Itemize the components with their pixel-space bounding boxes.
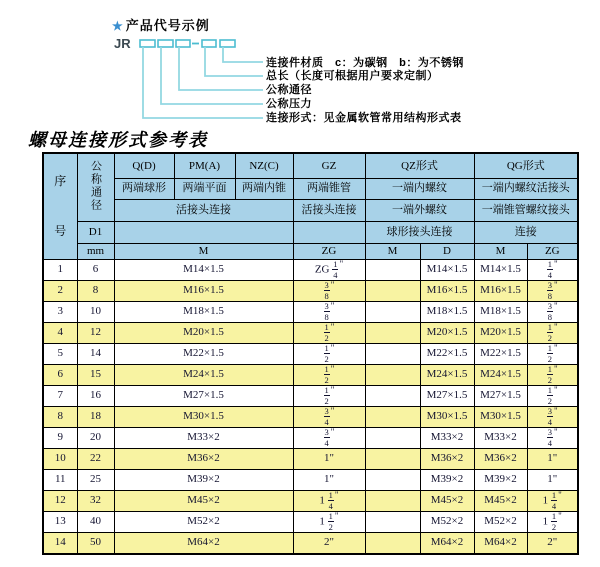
cell-qg-m: M36×2 <box>474 448 527 469</box>
cell-qg-m: M52×2 <box>474 511 527 532</box>
cell-qz-m <box>365 301 420 322</box>
cell-m: M64×2 <box>114 532 293 554</box>
diagram-label: 公称压力 <box>266 98 312 111</box>
cell-qz-m <box>365 532 420 554</box>
cell-qg-m: M64×2 <box>474 532 527 554</box>
fraction: $\frac{3}{8}$ <box>324 280 329 301</box>
diagram-title-text: 产品代号示例 <box>125 18 210 33</box>
cell-qz-d: M18×1.5 <box>420 301 474 322</box>
cell-qz-d: M24×1.5 <box>420 364 474 385</box>
cell-qg-m: M22×1.5 <box>474 343 527 364</box>
cell-seq: 6 <box>43 364 77 385</box>
inch-mark: " <box>554 427 558 437</box>
cell-qz-m <box>365 427 420 448</box>
cell-qg-m: M14×1.5 <box>474 259 527 280</box>
inch-mark: " <box>554 259 558 269</box>
fraction: $\frac{1}{4}$ <box>547 259 553 280</box>
cell-gz: 1" <box>293 448 365 469</box>
inch-mark: " <box>330 343 335 353</box>
fraction: $\frac{3}{4}$ <box>324 406 329 427</box>
cell-seq: 8 <box>43 406 77 427</box>
header-dn-text: 公称通径 <box>89 159 102 212</box>
table-row <box>43 406 578 427</box>
cell-dn: 12 <box>77 322 114 343</box>
fraction: $\frac{3}{4}$ <box>547 406 553 427</box>
inch-mark: " <box>330 385 335 395</box>
empty-cell <box>293 221 365 243</box>
cell-seq: 11 <box>43 469 77 490</box>
table-row <box>43 385 578 406</box>
star-icon: ★ <box>112 19 124 33</box>
header-gz-type: 两端锥管 <box>293 178 365 199</box>
inch-mark: " <box>339 259 344 269</box>
cell-m: M20×1.5 <box>114 322 293 343</box>
cell-qg-m: M24×1.5 <box>474 364 527 385</box>
cell-qg-m: M39×2 <box>474 469 527 490</box>
fraction: $\frac{1}{2}$ <box>547 322 553 343</box>
header-d1: D1 <box>77 221 114 243</box>
inch-mark: " <box>554 364 558 374</box>
cell-m: M14×1.5 <box>114 259 293 280</box>
cell-qz-d: M33×2 <box>420 427 474 448</box>
cell-seq: 5 <box>43 343 77 364</box>
inch-mark: " <box>554 343 558 353</box>
cell-qg-m: M33×2 <box>474 427 527 448</box>
header-qg-type: 一端内螺纹活接头 <box>474 178 578 199</box>
diagram-label: 总长（长度可根据用户要求定制） <box>266 70 439 83</box>
header-gz-code: GZ <box>293 153 365 178</box>
cell-dn: 20 <box>77 427 114 448</box>
cell-qg-zg <box>527 301 578 322</box>
cell-qz-m <box>365 322 420 343</box>
cell-m: M18×1.5 <box>114 301 293 322</box>
header-qg-zg-unit: ZG <box>527 243 578 259</box>
header-qz-code: QZ形式 <box>365 153 474 178</box>
table-row <box>43 427 578 448</box>
cell-qg-zg: 1" <box>527 448 578 469</box>
header-gz-conn: 活接头连接 <box>293 199 365 221</box>
code-box <box>176 40 190 47</box>
fraction: $\frac{1}{2}$ <box>547 385 553 406</box>
cell-seq: 4 <box>43 322 77 343</box>
cell-seq: 10 <box>43 448 77 469</box>
cell-seq: 7 <box>43 385 77 406</box>
cell-gz <box>293 427 365 448</box>
cell-qz-d: M30×1.5 <box>420 406 474 427</box>
inch-mark: " <box>554 280 558 290</box>
cell-qg-zg: 1 $\frac{1}{2}$ " <box>527 511 578 532</box>
fraction: $\frac{1}{4}$ <box>551 490 557 511</box>
cell-qz-d: M52×2 <box>420 511 474 532</box>
inch-mark: " <box>330 364 335 374</box>
table-row <box>43 490 578 511</box>
table-row <box>43 259 578 280</box>
cell-qg-m: M20×1.5 <box>474 322 527 343</box>
cell-qz-d: M36×2 <box>420 448 474 469</box>
cell-gz <box>293 301 365 322</box>
cell-qg-zg <box>527 343 578 364</box>
table-row <box>43 511 578 532</box>
code-box <box>158 40 173 47</box>
header-qg-m-unit: M <box>474 243 527 259</box>
cell-gz <box>293 280 365 301</box>
fraction: $\frac{3}{4}$ <box>547 427 553 448</box>
cell-qg-zg <box>527 427 578 448</box>
cell-qg-m: M18×1.5 <box>474 301 527 322</box>
cell-gz: ZG $\frac{1}{4}$ " <box>293 259 365 280</box>
cell-m: M16×1.5 <box>114 280 293 301</box>
cell-m: M39×2 <box>114 469 293 490</box>
fraction: $\frac{1}{2}$ <box>324 322 329 343</box>
cell-qz-m <box>365 364 420 385</box>
header-dn <box>77 153 114 221</box>
cell-gz: 1 $\frac{1}{4}$ " <box>293 490 365 511</box>
header-pm-code: PM(A) <box>174 153 235 178</box>
cell-qz-m <box>365 343 420 364</box>
header-qz-m-unit: M <box>365 243 420 259</box>
cell-dn: 8 <box>77 280 114 301</box>
fraction: $\frac{1}{2}$ <box>324 385 329 406</box>
connector-line <box>223 47 263 62</box>
cell-gz <box>293 385 365 406</box>
cell-seq: 13 <box>43 511 77 532</box>
header-qg-conn2: 一端锥管螺纹接头 <box>474 199 578 221</box>
fraction: $\frac{1}{2}$ <box>324 364 329 385</box>
inch-mark: " <box>330 280 335 290</box>
header-seq-char: 序 <box>54 173 67 188</box>
cell-gz <box>293 343 365 364</box>
fraction: $\frac{1}{2}$ <box>547 364 553 385</box>
cell-qg-zg <box>527 364 578 385</box>
cell-qg-m: M27×1.5 <box>474 385 527 406</box>
table-row <box>43 364 578 385</box>
header-pm-type: 两端平面 <box>174 178 235 199</box>
cell-qg-zg: 1" <box>527 469 578 490</box>
cell-gz <box>293 322 365 343</box>
cell-qg-zg <box>527 322 578 343</box>
header-qz-conn3: 球形接头连接 <box>365 221 474 243</box>
cell-dn: 10 <box>77 301 114 322</box>
cell-gz: 2" <box>293 532 365 554</box>
fraction: $\frac{3}{8}$ <box>324 301 329 322</box>
cell-m: M33×2 <box>114 427 293 448</box>
cell-m: M27×1.5 <box>114 385 293 406</box>
fraction: $\frac{3}{4}$ <box>324 427 329 448</box>
inch-mark: " <box>334 511 339 521</box>
inch-mark: " <box>558 490 562 500</box>
cell-qz-m <box>365 406 420 427</box>
fraction: $\frac{3}{8}$ <box>547 280 553 301</box>
cell-qz-m <box>365 490 420 511</box>
cell-qz-m <box>365 385 420 406</box>
table-row <box>43 280 578 301</box>
cell-seq: 14 <box>43 532 77 554</box>
inch-mark: " <box>330 406 335 416</box>
cell-qz-d: M64×2 <box>420 532 474 554</box>
cell-qg-zg <box>527 259 578 280</box>
diagram-label: 连接件材质 c：为碳钢 b：为不锈钢 <box>266 56 464 69</box>
header-nz-type: 两端内锥 <box>235 178 293 199</box>
cell-qg-zg: 2" <box>527 532 578 554</box>
table-row <box>43 322 578 343</box>
inch-mark: " <box>330 301 335 311</box>
cell-qg-zg <box>527 385 578 406</box>
inch-mark: " <box>330 322 335 332</box>
cell-qz-d: M14×1.5 <box>420 259 474 280</box>
fraction: $\frac{1}{4}$ <box>328 490 333 511</box>
table-row <box>43 301 578 322</box>
diagram-label: 连接形式：见金属软管常用结构形式表 <box>266 112 462 125</box>
cell-qz-d: M39×2 <box>420 469 474 490</box>
cell-dn: 15 <box>77 364 114 385</box>
cell-m: M30×1.5 <box>114 406 293 427</box>
cell-qz-m <box>365 280 420 301</box>
inch-mark: " <box>334 490 339 500</box>
header-q-type: 两端球形 <box>114 178 174 199</box>
fraction: $\frac{1}{2}$ <box>328 511 333 532</box>
header-union-conn: 活接头连接 <box>114 199 293 221</box>
header-seq-char: 号 <box>54 223 67 238</box>
reference-table <box>42 152 579 555</box>
table-row <box>43 448 578 469</box>
table-row <box>43 532 578 554</box>
cell-qg-zg: 1 $\frac{1}{4}$ " <box>527 490 578 511</box>
cell-qz-d: M45×2 <box>420 490 474 511</box>
cell-m: M45×2 <box>114 490 293 511</box>
code-box <box>220 40 235 47</box>
cell-qz-m <box>365 511 420 532</box>
cell-m: M36×2 <box>114 448 293 469</box>
header-qz-type: 一端内螺纹 <box>365 178 474 199</box>
code-box <box>202 40 216 47</box>
cell-seq: 2 <box>43 280 77 301</box>
cell-qz-m <box>365 448 420 469</box>
cell-qg-zg <box>527 406 578 427</box>
diagram-label: 公称通径 <box>266 84 312 97</box>
header-mm: mm <box>77 243 114 259</box>
cell-qz-d: M22×1.5 <box>420 343 474 364</box>
table-row <box>43 469 578 490</box>
header-zg-unit: ZG <box>293 243 365 259</box>
fraction: $\frac{1}{2}$ <box>324 343 329 364</box>
cell-dn: 50 <box>77 532 114 554</box>
header-qg-code: QG形式 <box>474 153 578 178</box>
header-nz-code: NZ(C) <box>235 153 293 178</box>
cell-qz-d: M20×1.5 <box>420 322 474 343</box>
fraction: $\frac{1}{2}$ <box>551 511 557 532</box>
inch-mark: " <box>554 301 558 311</box>
inch-mark: " <box>558 511 562 521</box>
inch-mark: " <box>554 322 558 332</box>
header-q-code: Q(D) <box>114 153 174 178</box>
cell-qg-m: M16×1.5 <box>474 280 527 301</box>
cell-dn: 40 <box>77 511 114 532</box>
connector-line <box>179 47 263 90</box>
inch-mark: " <box>554 385 558 395</box>
cell-dn: 14 <box>77 343 114 364</box>
cell-gz <box>293 364 365 385</box>
table-row <box>43 343 578 364</box>
cell-dn: 16 <box>77 385 114 406</box>
cell-seq: 3 <box>43 301 77 322</box>
cell-qg-zg <box>527 280 578 301</box>
cell-qg-m: M30×1.5 <box>474 406 527 427</box>
table-title: 螺母连接形式参考表 <box>28 130 208 150</box>
cell-qz-d: M27×1.5 <box>420 385 474 406</box>
cell-dn: 32 <box>77 490 114 511</box>
header-m-unit: M <box>114 243 293 259</box>
cell-dn: 22 <box>77 448 114 469</box>
cell-gz: 1" <box>293 469 365 490</box>
cell-qz-d: M16×1.5 <box>420 280 474 301</box>
header-qg-conn3: 连接 <box>474 221 578 243</box>
header-qz-conn2: 一端外螺纹 <box>365 199 474 221</box>
header-seq <box>43 153 77 259</box>
cell-qz-m <box>365 469 420 490</box>
cell-m: M52×2 <box>114 511 293 532</box>
cell-dn: 6 <box>77 259 114 280</box>
cell-qz-m <box>365 259 420 280</box>
cell-qg-m: M45×2 <box>474 490 527 511</box>
fraction: $\frac{1}{2}$ <box>547 343 553 364</box>
inch-mark: " <box>330 427 335 437</box>
fraction: $\frac{3}{8}$ <box>547 301 553 322</box>
cell-m: M22×1.5 <box>114 343 293 364</box>
code-box <box>140 40 155 47</box>
cell-gz: 1 $\frac{1}{2}$ " <box>293 511 365 532</box>
cell-seq: 9 <box>43 427 77 448</box>
cell-dn: 25 <box>77 469 114 490</box>
empty-cell <box>114 221 293 243</box>
cell-dn: 18 <box>77 406 114 427</box>
inch-mark: " <box>554 406 558 416</box>
cell-seq: 12 <box>43 490 77 511</box>
cell-gz <box>293 406 365 427</box>
fraction: $\frac{1}{4}$ <box>333 259 338 280</box>
cell-m: M24×1.5 <box>114 364 293 385</box>
code-prefix: JR <box>114 36 131 51</box>
cell-seq: 1 <box>43 259 77 280</box>
header-qz-d-unit: D <box>420 243 474 259</box>
